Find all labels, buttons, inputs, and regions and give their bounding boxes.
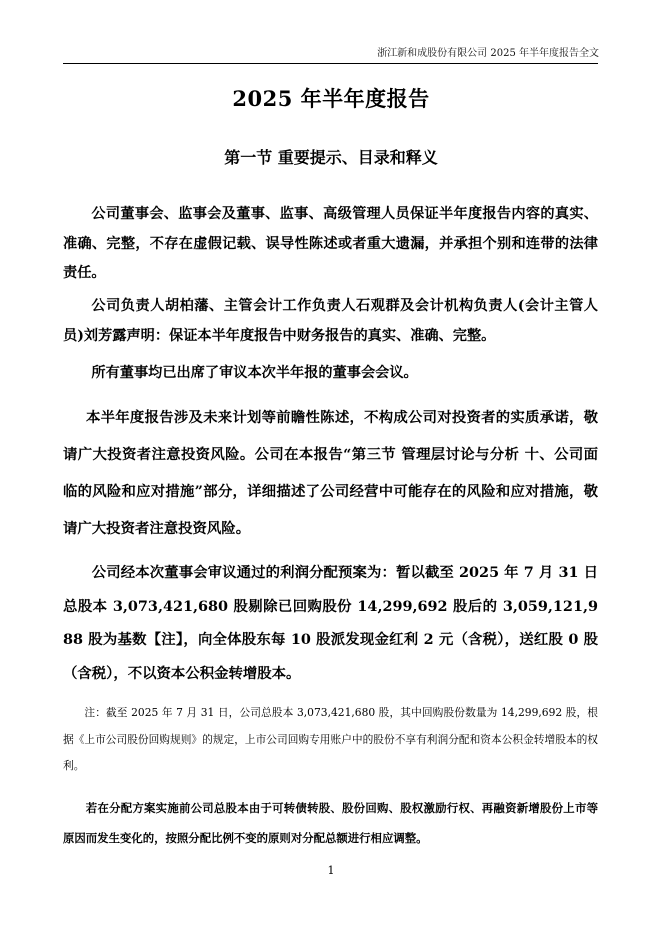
paragraph-responsible-persons: 公司负责人胡柏藩、主管会计工作负责人石观群及会计机构负责人(会计主管人员)刘芳露声明：保证本半年度报告中财务报告的真实、准确、完整。: [63, 298, 598, 344]
section-title: 第一节 重要提示、目录和释义: [224, 148, 438, 167]
paragraph-forward-looking-risk: 本半年度报告涉及未来计划等前瞻性陈述，不构成公司对投资者的实质承诺，敬请广大投资者注意投资风险。公司在本报告“第三节 管理层讨论与分析 十、公司面临的风险和应对措施”部分，详细描述了公司经营中可能存在的风险和应对措施，敬请广大投资者注意投资风险。: [63, 409, 598, 537]
header-divider: [63, 63, 598, 64]
paragraph-directors-attendance: 所有董事均已出席了审议本次半年报的董事会会议。: [91, 365, 418, 381]
paragraph-profit-distribution: 公司经本次董事会审议通过的利润分配预案为：暂以截至 2025 年 7 月 31 日总股本 3,073,421,680 股剔除已回购股份 14,299,692 股后的 3,059,121,988 股为基数【注】，向全体股东每 10 股派发现金红利 2 元（含税），送红股 0 股（含税），不以资本公积金转增股本。: [63, 564, 598, 682]
paragraph-adjustment: 若在分配方案实施前公司总股本由于可转债转股、股份回购、股权激励行权、再融资新增股份上市等原因而发生变化的，按照分配比例不变的原则对分配总额进行相应调整。: [63, 801, 598, 845]
page-number: 1: [327, 864, 335, 877]
running-header: 浙江新和成股份有限公司 2025 年半年度报告全文: [377, 48, 599, 59]
paragraph-board-guarantee: 公司董事会、监事会及董事、监事、高级管理人员保证半年度报告内容的真实、准确、完整，不存在虚假记载、误导性陈述或者重大遗漏，并承担个别和连带的法律责任。: [63, 206, 598, 281]
paragraph-note: 注：截至 2025 年 7 月 31 日，公司总股本 3,073,421,680 股，其中回购股份数量为 14,299,692 股，根据《上市公司股份回购规则》的规定，上市公司回购专用账户中的股份不享有利润分配和资本公积金转增股本的权利。: [63, 706, 598, 772]
report-title: 2025 年半年度报告: [232, 86, 430, 111]
